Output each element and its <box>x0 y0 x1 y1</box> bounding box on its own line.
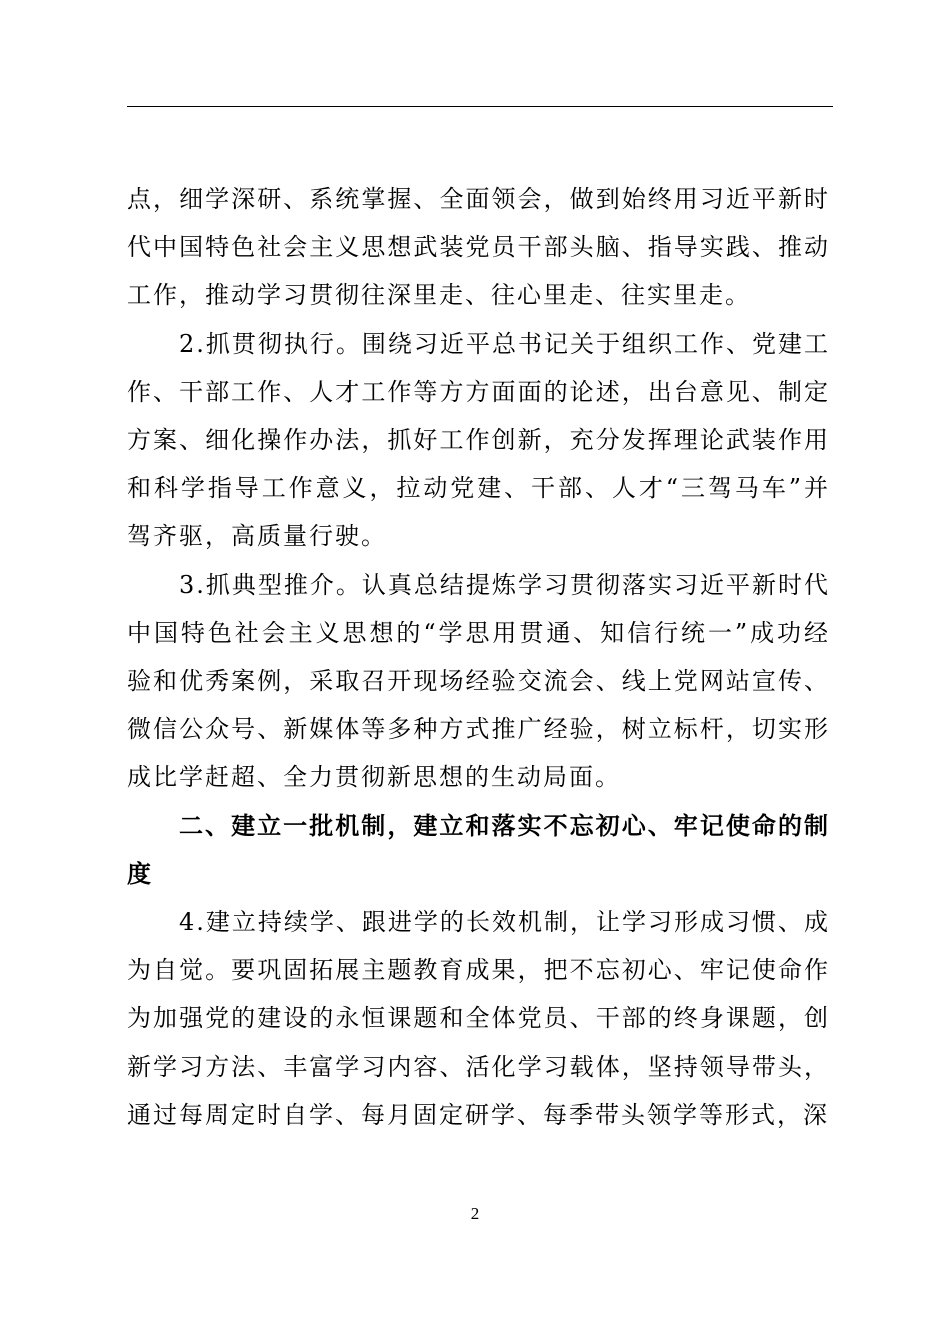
section-heading: 二、建立一批机制，建立和落实不忘初心、牢记使命的制度 <box>127 811 830 888</box>
paragraph-item-3: 3.抓典型推介。认真总结提炼学习贯彻落实习近平新时代中国特色社会主义思想的“学思用贯通、知信行统一”成功经验和优秀案例，采取召开现场经验交流会、线上党网站宣传、微信公众号、新媒体等多种方式推广经验，树立标杆，切实形成比学赶超、全力贯彻新思想的生动局面。 <box>127 570 830 792</box>
paragraph-continuation: 点，细学深研、系统掌握、全面领会，做到始终用习近平新时代中国特色社会主义思想武装党员干部头脑、指导实践、推动工作，推动学习贯彻往深里走、往心里走、往实里走。 <box>127 185 830 310</box>
paragraph-item-2: 2.抓贯彻执行。围绕习近平总书记关于组织工作、党建工作、干部工作、人才工作等方方面面的论述，出台意见、制定方案、细化操作办法，抓好工作创新，充分发挥理论武装作用和科学指导工作意义，拉动党建、干部、人才“三驾马车”并驾齐驱，高质量行驶。 <box>127 329 830 551</box>
document-body <box>127 175 830 1139</box>
page-number: 2 <box>470 1204 480 1223</box>
header-rule <box>127 106 833 107</box>
paragraph-item-4: 4.建立持续学、跟进学的长效机制，让学习形成习惯、成为自觉。要巩固拓展主题教育成果，把不忘初心、牢记使命作为加强党的建设的永恒课题和全体党员、干部的终身课题，创新学习方法、丰富学习内容、活化学习载体，坚持领导带头，通过每周定时自学、每月固定研学、每季带头领学等形式，深 <box>127 908 830 1129</box>
